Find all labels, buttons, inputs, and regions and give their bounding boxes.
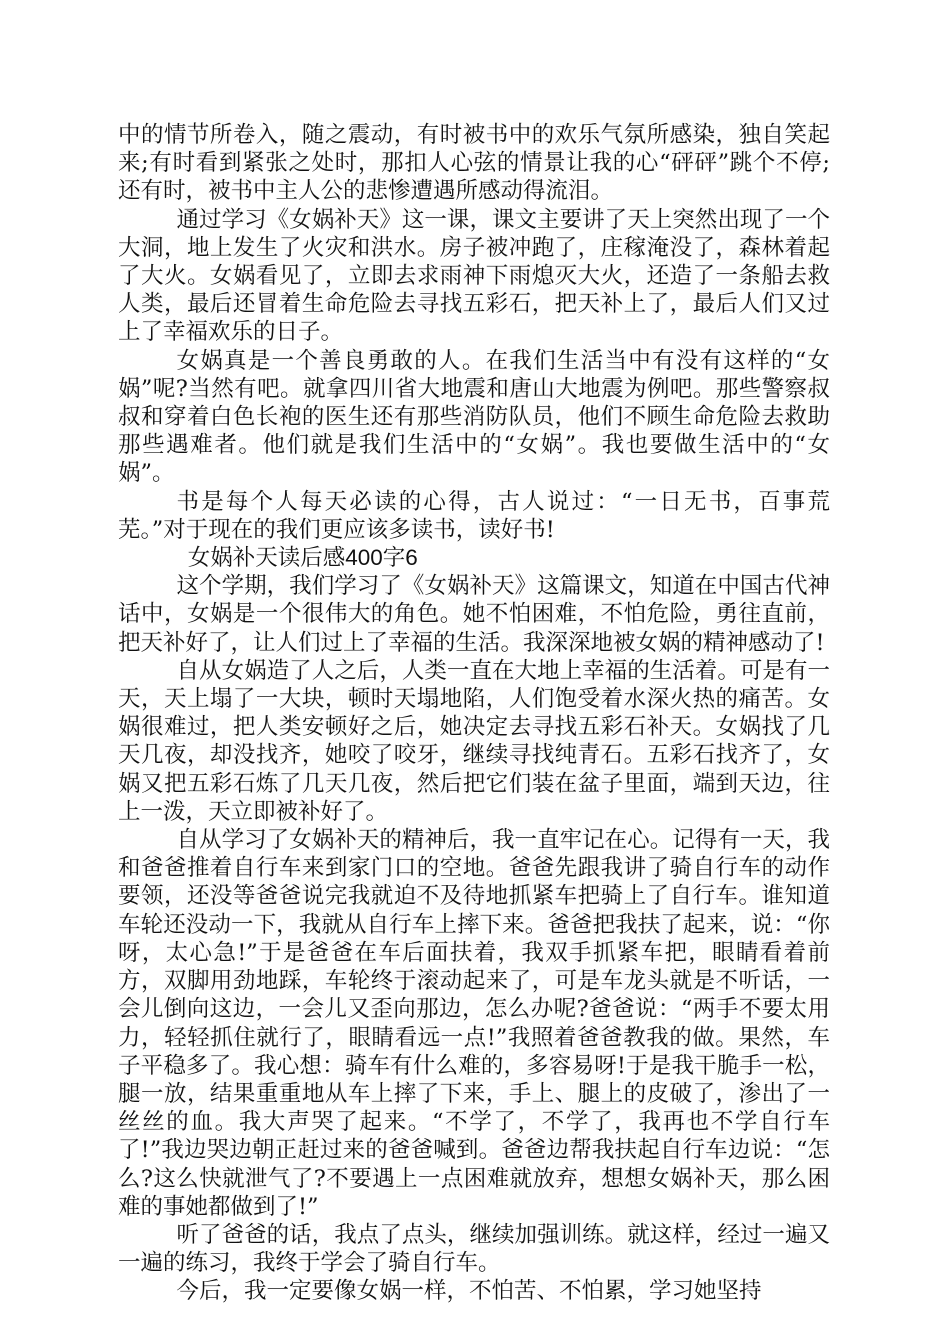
paragraph-practice: 听了爸爸的话，我点了点头，继续加强训练。就这样，经过一遍又一遍的练习，我终于学会了骑自行车。	[118, 1221, 830, 1277]
paragraph-myth: 自从女娲造了人之后，人类一直在大地上幸福的生活着。可是有一天，天上塌了一大块，顿时天塌地陷，人们饱受着水深火热的痛苦。女娲很难过，把人类安顿好之后，她决定去寻找五彩石补天。女娲找了几天几夜，却没找齐，她咬了咬牙，继续寻找纯青石。五彩石找齐了，女娲又把五彩石炼了几天几夜，然后把它们装在盆子里面，端到天边，往上一泼，天立即被补好了。	[118, 657, 830, 825]
paragraph-brave-nuwa: 女娲真是一个善良勇敢的人。在我们生活当中有没有这样的“女娲”呢?当然有吧。就拿四川省大地震和唐山大地震为例吧。那些警察叔叔和穿着白色长袍的医生还有那些消防队员，他们不顾生命危险去救助那些遇难者。他们就是我们生活中的“女娲”。我也要做生活中的“女娲”。	[118, 347, 830, 487]
paragraph-reading: 书是每个人每天必读的心得，古人说过：“一日无书，百事荒芜。”对于现在的我们更应该多读书，读好书!	[118, 488, 830, 543]
section-heading: 女娲补天读后感400字6	[187, 545, 418, 571]
paragraph-bicycle: 自从学习了女娲补天的精神后，我一直牢记在心。记得有一天，我和爸爸推着自行车来到家门口的空地。爸爸先跟我讲了骑自行车的动作要领，还没等爸爸说完我就迫不及待地抓紧车把骑上了自行车。谁知道车轮还没动一下，我就从自行车上摔下来。爸爸把我扶了起来，说：“你呀，太心急!”于是爸爸在车后面扶着，我双手抓紧车把，眼睛看着前方，双脚用劲地踩，车轮终于滚动起来了，可是车龙头就是不听话，一会儿倒向这边，一会儿又歪向那边，怎么办呢?爸爸说：“两手不要太用力，轻轻抓住就行了，眼睛看远一点!”我照着爸爸教我的做。果然，车子平稳多了。我心想：骑车有什么难的，多容易呀!于是我干脆手一松，腿一放，结果重重地从车上摔了下来，手上、腿上的皮破了，渗出了一丝丝的血。我大声哭了起来。“不学了，不学了，我再也不学自行车了!”我边哭边朝正赶过来的爸爸喊到。爸爸边帮我扶起自行车边说：“怎么?这么快就泄气了?不要遇上一点困难就放弃，想想女娲补天，那么困难的事她都做到了!”	[118, 827, 830, 1220]
paragraph-conclusion: 今后，我一定要像女娲一样，不怕苦、不怕累，学习她坚持	[176, 1278, 762, 1305]
paragraph-continued: 中的情节所卷入，随之震动，有时被书中的欢乐气氛所感染，独自笑起来;有时看到紧张之处时，那扣人心弦的情景让我的心“砰砰”跳个不停;还有时，被书中主人公的悲惨遭遇所感动得流泪。	[118, 122, 830, 205]
document-body	[118, 121, 830, 1306]
paragraph-lesson-summary: 通过学习《女娲补天》这一课，课文主要讲了天上突然出现了一个大洞，地上发生了火灾和洪水。房子被冲跑了，庄稼淹没了，森林着起了大火。女娲看见了，立即去求雨神下雨熄灭大火，还造了一条船去救人类，最后还冒着生命危险去寻找五彩石，把天补上了，最后人们又过上了幸福欢乐的日子。	[118, 206, 830, 346]
paragraph-semester: 这个学期，我们学习了《女娲补天》这篇课文，知道在中国古代神话中，女娲是一个很伟大的角色。她不怕困难，不怕危险，勇往直前，把天补好了，让人们过上了幸福的生活。我深深地被女娲的精神感动了!	[118, 573, 830, 656]
